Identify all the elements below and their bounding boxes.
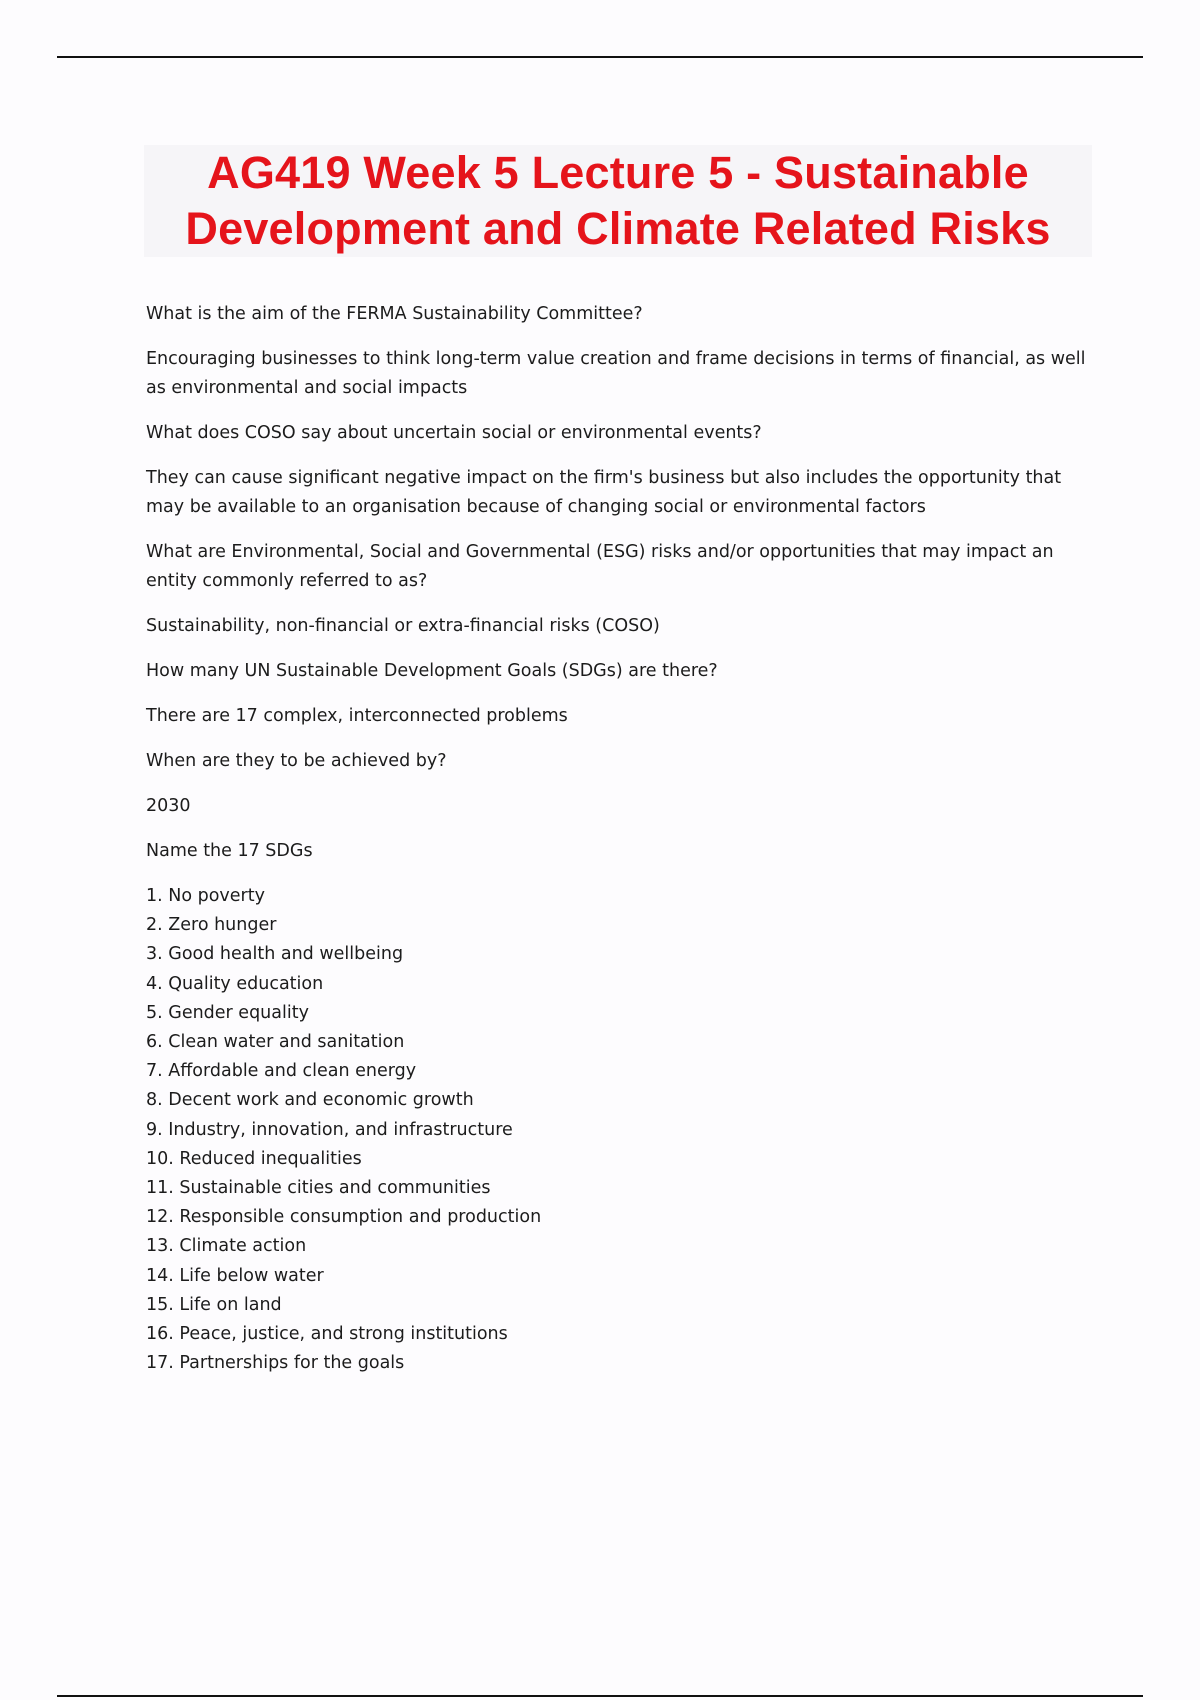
list-item: 9. Industry, innovation, and infrastructure: [146, 1119, 513, 1140]
list-item: 16. Peace, justice, and strong institutions: [146, 1324, 508, 1345]
list-item: 1. No poverty: [146, 886, 265, 906]
list-item: 6. Clean water and sanitation: [146, 1032, 405, 1053]
list-item: 15. Life on land: [146, 1294, 282, 1315]
answer-sdg-count: There are 17 complex, interconnected problems: [146, 706, 568, 726]
list-item: 8. Decent work and economic growth: [146, 1090, 474, 1111]
question-name-sdgs: Name the 17 SDGs: [146, 841, 313, 861]
bottom-divider: [57, 1695, 1143, 1697]
list-item: 10. Reduced inequalities: [146, 1148, 362, 1169]
title-line-1: AG419 Week 5 Lecture 5 - Sustainable: [207, 147, 1029, 198]
list-item: 13. Climate action: [146, 1236, 307, 1257]
question-esg: What are Environmental, Social and Governmental (ESG) risks and/or opportunities that may impact an entity commonly referred to as?: [146, 542, 1054, 591]
question-sdg-count: How many UN Sustainable Development Goals (SDGs) are there?: [146, 661, 718, 681]
list-item: 4. Quality education: [146, 973, 324, 994]
list-item: 5. Gender equality: [146, 1002, 309, 1023]
question-ferma: What is the aim of the FERMA Sustainability Committee?: [146, 304, 643, 324]
list-item: 7. Affordable and clean energy: [146, 1061, 417, 1082]
question-achieve-by: When are they to be achieved by?: [146, 751, 447, 771]
list-item: 14. Life below water: [146, 1265, 324, 1286]
list-item: 11. Sustainable cities and communities: [146, 1178, 491, 1199]
list-item: 3. Good health and wellbeing: [146, 944, 404, 965]
list-item: 12. Responsible consumption and production: [146, 1207, 542, 1228]
question-coso: What does COSO say about uncertain social or environmental events?: [146, 423, 762, 443]
list-item: 17. Partnerships for the goals: [146, 1353, 405, 1374]
top-divider: [57, 56, 1143, 58]
answer-esg: Sustainability, non-financial or extra-financial risks (COSO): [146, 616, 660, 636]
answer-achieve-by: 2030: [146, 796, 191, 816]
answer-ferma: Encouraging businesses to think long-term value creation and frame decisions in terms of financial, as well as environmental and social impacts: [146, 349, 1086, 398]
document-title: [185, 145, 1050, 257]
sdg-list: [146, 882, 1090, 1378]
list-item: 2. Zero hunger: [146, 915, 277, 936]
title-line-2: Development and Climate Related Risks: [185, 203, 1051, 254]
title-banner: [144, 145, 1092, 257]
answer-coso: They can cause significant negative impact on the firm's business but also includes the opportunity that may be available to an organisation because of changing social or environmental factors: [146, 468, 1062, 517]
document-body: [146, 300, 1090, 1378]
